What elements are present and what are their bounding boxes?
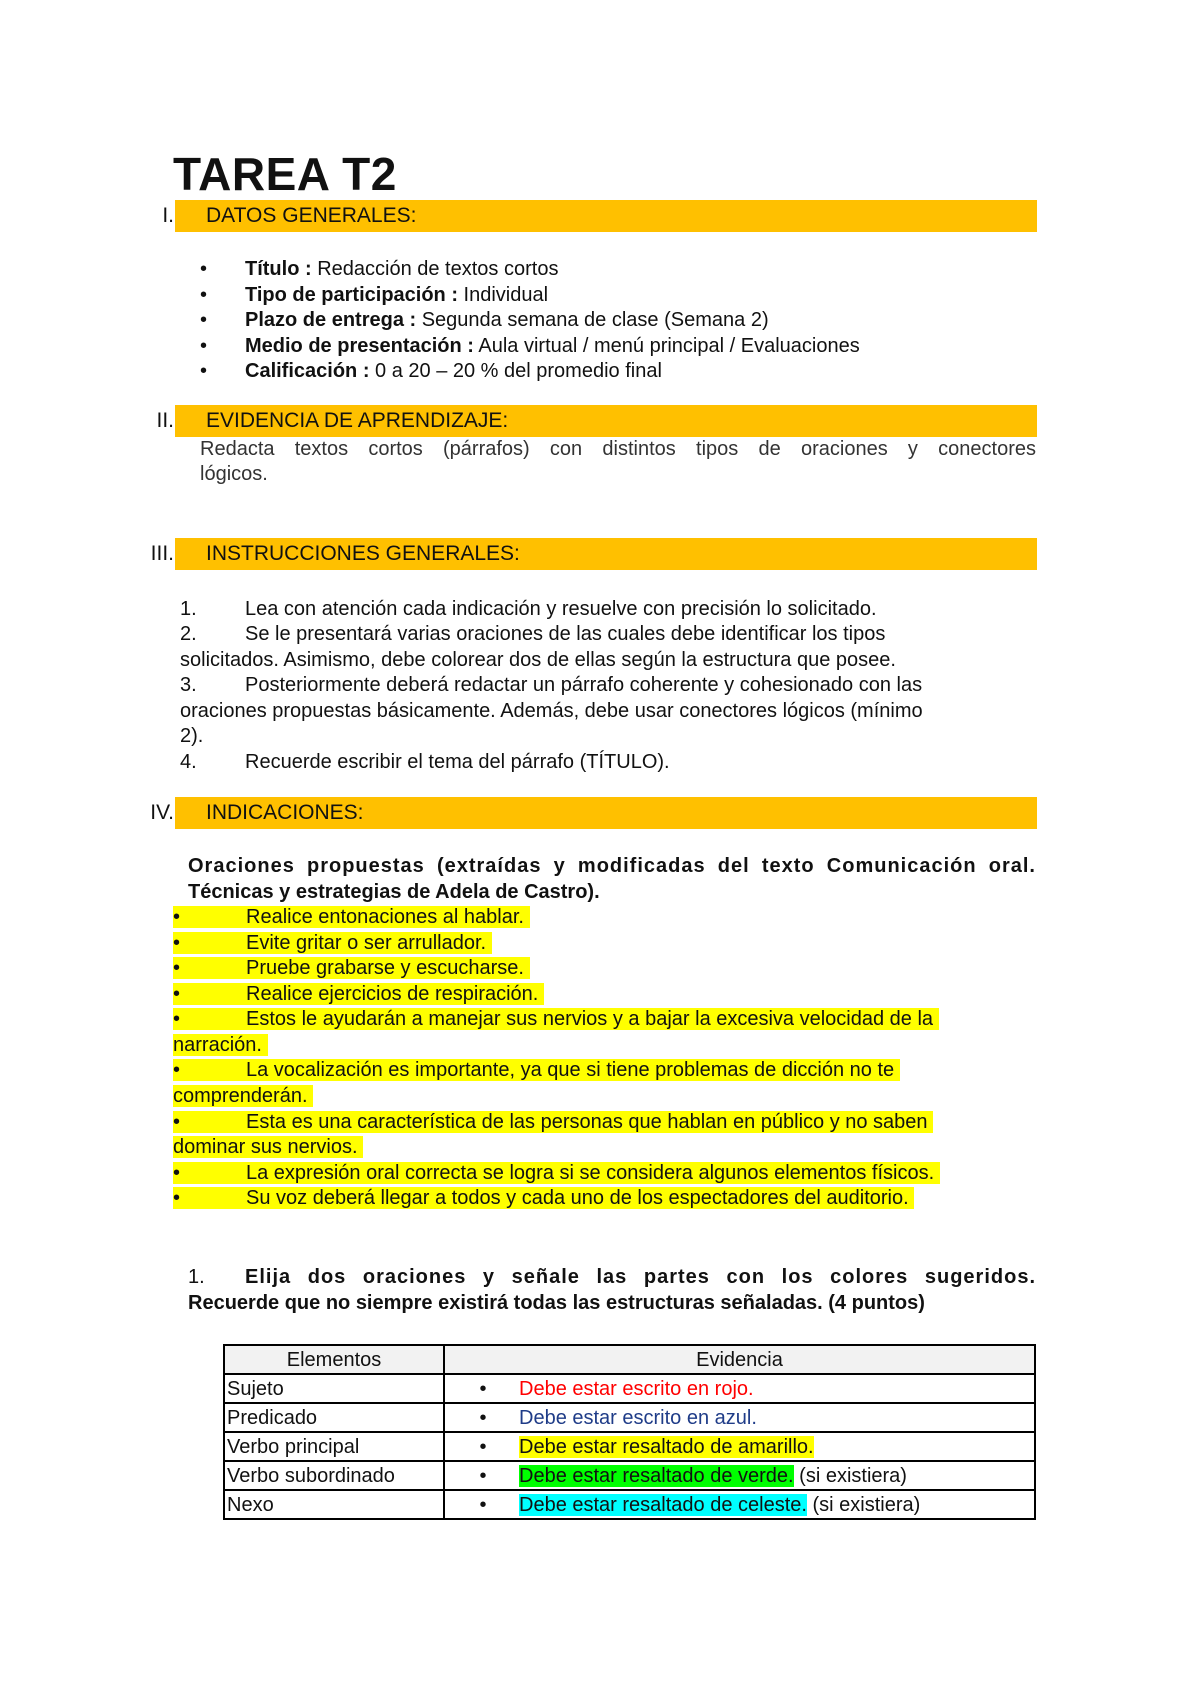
datos-item: Plazo de entrega : Segunda semana de clase (Semana 2) — [245, 309, 769, 331]
datos-item: Tipo de participación : Individual — [245, 284, 549, 306]
section-label: DATOS GENERALES: — [206, 204, 417, 227]
list-item: 1. — [180, 598, 197, 620]
list-item: • Su voz deberá llegar a todos y cada uno de los espectadores del auditorio. — [173, 1185, 914, 1211]
list-item: • — [200, 360, 208, 382]
section-header-evidencia — [140, 405, 1037, 437]
column-header-evidencia: Evidencia — [444, 1345, 1035, 1374]
datos-item: Calificación : 0 a 20 – 20 % del promedio final — [245, 360, 662, 382]
evidence-table — [223, 1344, 1036, 1520]
list-item: • — [200, 258, 208, 280]
list-item: • — [200, 284, 208, 306]
question-number: 1. — [188, 1266, 205, 1288]
list-item: • La vocalización es importante, ya que si tiene problemas de dicción no te — [173, 1057, 900, 1083]
datos-item: Título : Redacción de textos cortos — [245, 258, 559, 280]
list-item: • Estos le ayudarán a manejar sus nervios y a bajar la excesiva velocidad de la — [173, 1006, 939, 1032]
list-item: • Pruebe grabarse y escucharse. — [173, 955, 530, 981]
datos-item: Medio de presentación : Aula virtual / menú principal / Evaluaciones — [245, 335, 860, 357]
list-item-cont: narración. — [173, 1032, 268, 1058]
indicaciones-intro: Oraciones propuestas (extraídas y modificadas del texto Comunicación oral. — [188, 855, 1036, 877]
evidence-cell: • Debe estar escrito en rojo. — [444, 1374, 1035, 1403]
table-row — [224, 1374, 1035, 1403]
instruccion-text: Recuerde escribir el tema del párrafo (TÍTULO). — [245, 751, 670, 773]
list-item: • — [200, 335, 208, 357]
section-label: INDICACIONES: — [206, 801, 364, 824]
evidencia-text: Redacta textos cortos (párrafos) con distintos tipos de oraciones y conectores — [200, 438, 1036, 460]
section-header-indicaciones — [140, 797, 1037, 829]
list-item: 3. — [180, 674, 197, 696]
indicaciones-intro-cont: Técnicas y estrategias de Adela de Castro). — [188, 881, 600, 903]
section-number: III. — [150, 542, 174, 565]
section-label: INSTRUCCIONES GENERALES: — [206, 542, 520, 565]
element-cell: Verbo principal — [224, 1432, 444, 1461]
list-item: • La expresión oral correcta se logra si se considera algunos elementos físicos. — [173, 1160, 940, 1186]
evidence-cell: • Debe estar resaltado de verde. (si existiera) — [444, 1461, 1035, 1490]
list-item: 4. — [180, 751, 197, 773]
section-header-instrucciones — [140, 538, 1037, 570]
question-text-cont: Recuerde que no siempre existirá todas las estructuras señaladas. (4 puntos) — [188, 1292, 925, 1314]
evidence-cell: • Debe estar resaltado de amarillo. — [444, 1432, 1035, 1461]
list-item: • — [200, 309, 208, 331]
instruccion-text-cont: solicitados. Asimismo, debe colorear dos de ellas según la estructura que posee. — [180, 649, 896, 671]
column-header-elementos: Elementos — [224, 1345, 444, 1374]
table-row — [224, 1461, 1035, 1490]
list-item: • Esta es una característica de las personas que hablan en público y no saben — [173, 1109, 933, 1135]
instruccion-text-cont: oraciones propuestas básicamente. Además, debe usar conectores lógicos (mínimo — [180, 700, 923, 722]
question-text: Elija dos oraciones y señale las partes con los colores sugeridos. — [245, 1266, 1036, 1288]
table-row — [224, 1432, 1035, 1461]
table-header-row — [224, 1345, 1035, 1374]
document-title: TAREA T2 — [173, 148, 397, 200]
list-item: • Evite gritar o ser arrullador. — [173, 930, 492, 956]
table-row — [224, 1403, 1035, 1432]
element-cell: Predicado — [224, 1403, 444, 1432]
evidencia-text-cont: lógicos. — [200, 463, 268, 485]
instruccion-text: Lea con atención cada indicación y resuelve con precisión lo solicitado. — [245, 598, 877, 620]
element-cell: Sujeto — [224, 1374, 444, 1403]
section-header-datos — [140, 200, 1037, 232]
evidence-cell: • Debe estar escrito en azul. — [444, 1403, 1035, 1432]
evidence-cell: • Debe estar resaltado de celeste. (si existiera) — [444, 1490, 1035, 1519]
list-item: • Realice ejercicios de respiración. — [173, 981, 544, 1007]
section-label: EVIDENCIA DE APRENDIZAJE: — [206, 409, 509, 432]
list-item-cont: comprenderán. — [173, 1083, 313, 1109]
instruccion-text: Se le presentará varias oraciones de las cuales debe identificar los tipos — [245, 623, 886, 645]
list-item: 2. — [180, 623, 197, 645]
list-item-cont: dominar sus nervios. — [173, 1134, 363, 1160]
section-number: I. — [162, 204, 174, 227]
instruccion-text: Posteriormente deberá redactar un párrafo coherente y cohesionado con las — [245, 674, 923, 696]
element-cell: Nexo — [224, 1490, 444, 1519]
table-row — [224, 1490, 1035, 1519]
instruccion-text-cont: 2). — [180, 725, 204, 747]
list-item: • Realice entonaciones al hablar. — [173, 904, 530, 930]
section-number: IV. — [150, 801, 174, 824]
element-cell: Verbo subordinado — [224, 1461, 444, 1490]
section-number: II. — [156, 409, 174, 432]
